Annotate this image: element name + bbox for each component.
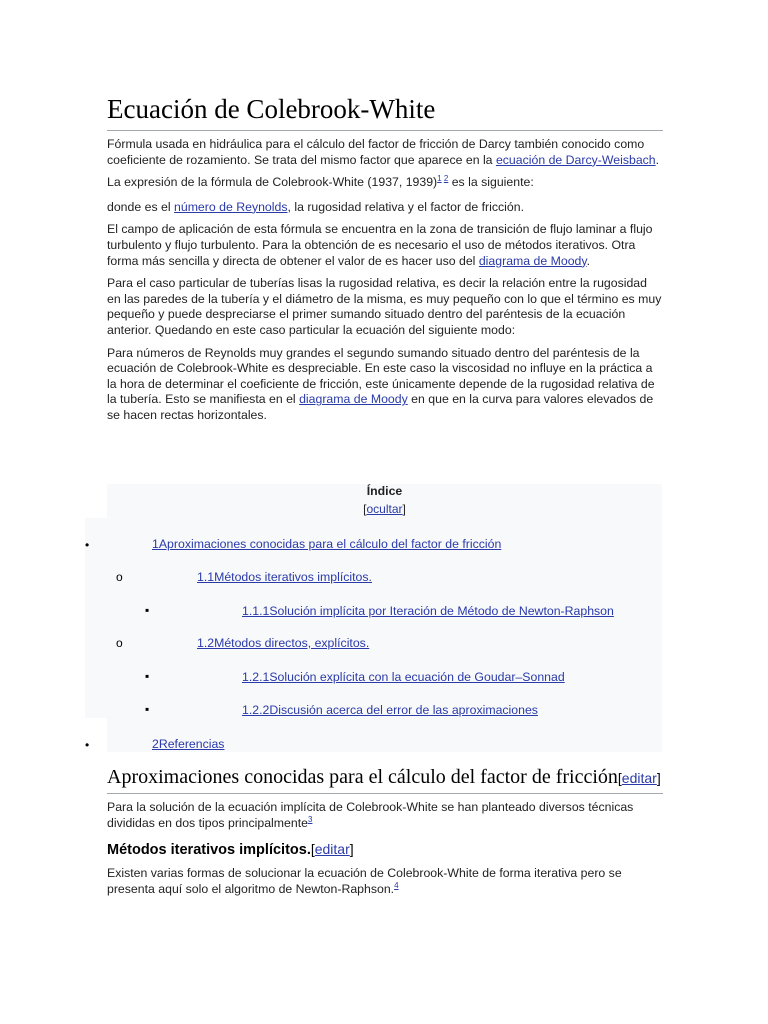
paragraph-intro: Fórmula usada en hidráulica para el cálculo del factor de fricción de Darcy también conocido como coeficiente de rozamiento. Se trata del mismo factor que aparece en la ecuación de Darcy-Weisbach. xyxy=(107,137,660,167)
sections xyxy=(107,765,663,897)
toc-item-1-1-1[interactable]: 1.1.1Solución implícita por Iteración de Método de Newton-Raphson xyxy=(242,604,614,618)
paragraph-expression: La expresión de la fórmula de Colebrook-White (1937, 1939)$^{1 2}$ es la siguiente: xyxy=(107,174,534,190)
ref-link-1[interactable]: 1 xyxy=(437,174,442,184)
toc-hide-link[interactable]: ocultar xyxy=(366,502,403,516)
page-title: Ecuación de Colebrook-White xyxy=(107,92,663,131)
subsection-heading-iterativos: Métodos iterativos implícitos.[editar] xyxy=(107,841,354,859)
paragraph-application: El campo de aplicación de esta fórmula se encuentra en la zona de transición de flujo laminar a flujo turbulento y flujo turbulento. Para la obtención de es necesario el uso de métodos iterativos. Otra forma más sencilla y directa de obtener el valor de es hacer uso del diagrama de Moody. xyxy=(107,222,653,268)
ref-link-2[interactable]: 2 xyxy=(443,174,449,184)
section-heading-aproximaciones: Aproximaciones conocidas para el cálculo del factor de fricción[editar] xyxy=(107,765,663,794)
ref-link-3[interactable]: 3 xyxy=(307,814,313,824)
toc-bullet-1-2: o xyxy=(116,636,123,650)
toc-item-1-2[interactable]: 1.2Métodos directos, explícitos. xyxy=(197,636,370,650)
toc-bullet-1-2-2: ▪ xyxy=(145,702,150,716)
link-moody-2[interactable]: diagrama de Moody xyxy=(299,392,408,407)
section-edit-1: [editar] xyxy=(617,770,661,786)
article-body xyxy=(107,82,663,431)
paragraph-where: donde es el número de Reynolds, la rugosidad relativa y el factor de fricción. xyxy=(107,199,524,214)
section-edit-2: [editar] xyxy=(310,841,354,858)
paragraph-techniques: Para la solución de la ecuación implícita de Colebrook-White se han planteado diversos técnicas divididas en dos tipos principalmente$^3$ xyxy=(107,800,634,830)
edit-link-1[interactable]: editar xyxy=(621,770,657,786)
toc-bullet-2: • xyxy=(85,738,90,752)
link-darcy-weisbach[interactable]: ecuación de Darcy-Weisbach xyxy=(495,152,656,167)
paragraph-newton-raphson: Existen varias formas de solucionar la ecuación de Colebrook-White de forma iterativa pero se presenta aquí solo el algoritmo de Newton-Raphson.$^4$ xyxy=(107,866,622,896)
toc-bullet-1-2-1: ▪ xyxy=(145,669,150,683)
paragraph-large-reynolds: Para números de Reynolds muy grandes el segundo sumando situado dentro del paréntesis de la ecuación de Colebrook-White es despreciable. En este caso la viscosidad no influye en la práctica a la hora de determinar el coeficiente de fricción, este únicamente depende de la rugosidad relativa de la tubería. Esto se manifiesta en el diagrama de Moody en que en la curva para valores elevados de se hacen rectas horizontales. xyxy=(107,345,655,422)
link-reynolds[interactable]: número de Reynolds xyxy=(174,199,288,214)
paragraph-smooth-pipes: Para el caso particular de tuberías lisas la rugosidad relativa, es decir la relación entre la rugosidad en las paredes de la tubería y el diámetro de la misma, es muy pequeño con lo que el término es muy pequeño y puede despreciarse el primer sumando situado dentro del paréntesis de la ecuación anterior. Quedando en este caso particular la ecuación del siguiente modo: xyxy=(107,276,662,337)
toc-item-1[interactable]: 1Aproximaciones conocidas para el cálculo del factor de fricción xyxy=(152,537,502,551)
toc-bullet-1-1: o xyxy=(116,570,123,584)
edit-link-2[interactable]: editar xyxy=(314,841,350,858)
toc-title: Índice xyxy=(366,484,403,498)
link-moody-1[interactable]: diagrama de Moody xyxy=(478,253,587,268)
toc-item-2[interactable]: 2Referencias xyxy=(152,737,225,751)
toc-item-1-2-1[interactable]: 1.2.1Solución explícita con la ecuación de Goudar–Sonnad xyxy=(242,670,565,684)
toc-item-1-1[interactable]: 1.1Métodos iterativos implícitos. xyxy=(197,570,372,584)
toc-toggle: [ocultar] xyxy=(363,502,406,516)
toc-item-1-2-2[interactable]: 1.2.2Discusión acerca del error de las aproximaciones xyxy=(242,703,538,717)
toc-bullet-1-1-1: ▪ xyxy=(145,603,150,617)
ref-link-4[interactable]: 4 xyxy=(394,880,399,890)
toc-bullet-1: • xyxy=(85,538,90,552)
